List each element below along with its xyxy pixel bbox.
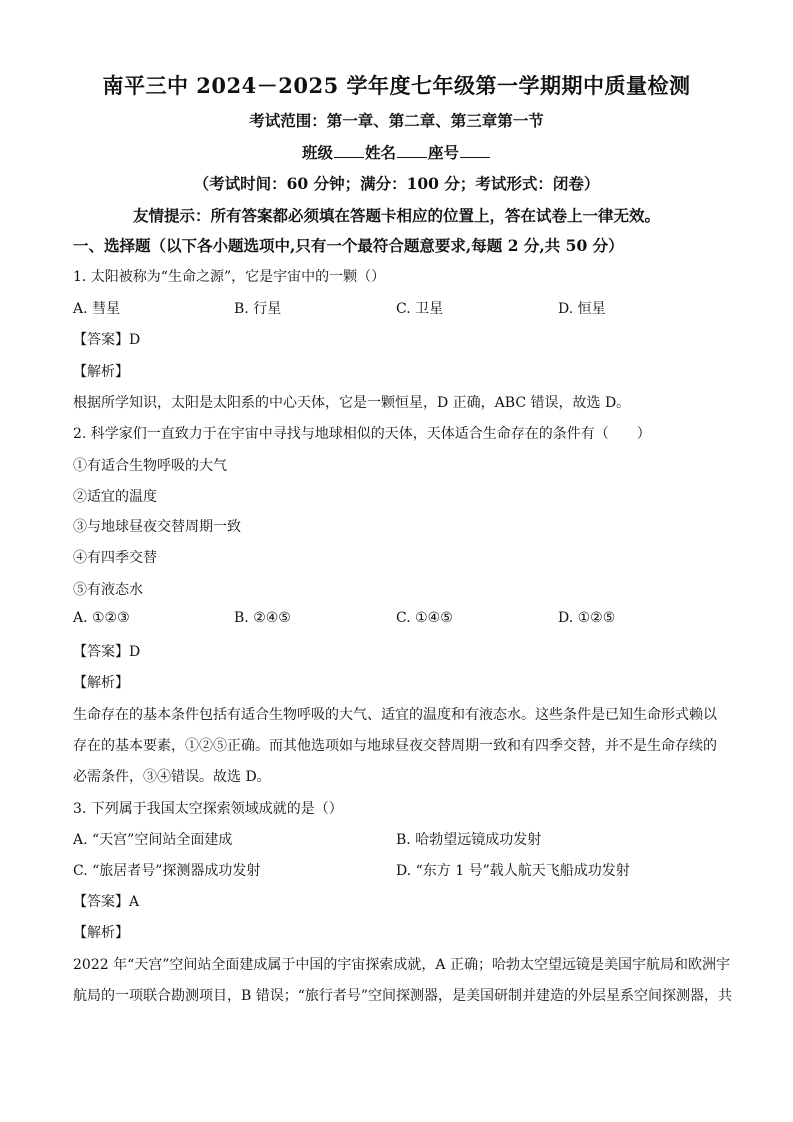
q2-stem: 2. 科学家们一直致力于在宇宙中寻找与地球相似的天体，天体适合生命存在的条件有（ ）	[73, 426, 651, 442]
exam-title: 南平三中 2024－2025 学年度七年级第一学期期中质量检测	[102, 73, 691, 98]
q3-answer: 【答案】A	[73, 894, 140, 910]
seat-blank	[460, 143, 490, 158]
exam-tip: 友情提示：所有答案都必须填在答题卡相应的位置上，答在试卷上一律无效。	[132, 206, 660, 225]
q2-analysis-line: 生命存在的基本条件包括有适合生物呼吸的大气、适宜的温度和有液态水。这些条件是已知生命形式赖以	[73, 707, 717, 723]
class-blank	[334, 143, 364, 158]
q3-option-d: D. “东方 1 号”载人航天飞船成功发射	[396, 863, 630, 879]
q2-item: ⑤有液态水	[73, 582, 143, 598]
q3-option-c: C. “旅居者号”探测器成功发射	[73, 863, 261, 879]
q1-analysis-label: 【解析】	[73, 364, 129, 380]
q1-option-b: B. 行星	[234, 301, 282, 317]
q2-item: ④有四季交替	[73, 550, 157, 566]
q2-option-c: C. ①④⑤	[396, 610, 453, 626]
q1-answer: 【答案】D	[73, 332, 141, 348]
q2-option-a: A. ①②③	[73, 610, 130, 626]
q3-analysis-line: 航局的一项联合勘测项目，B 错误；“旅行者号”空间探测器，是美国研制并建造的外层星系空间探测器，共	[73, 988, 733, 1004]
q2-answer: 【答案】D	[73, 644, 141, 660]
q1-option-a: A. 彗星	[73, 301, 121, 317]
exam-scope: 考试范围：第一章、第二章、第三章第一节	[249, 111, 544, 130]
q2-item: ③与地球昼夜交替周期一致	[73, 519, 241, 535]
q1-stem: 1. 太阳被称为“生命之源”，它是宇宙中的一颗（）	[73, 269, 386, 285]
q1-analysis: 根据所学知识，太阳是太阳系的中心天体，它是一颗恒星，D 正确，ABC 错误，故选 D。	[73, 395, 631, 411]
q2-item: ②适宜的温度	[73, 489, 157, 505]
q2-analysis-label: 【解析】	[73, 675, 129, 691]
q1-option-c: C. 卫星	[396, 301, 444, 317]
q3-option-a: A. “天宫”空间站全面建成	[73, 832, 233, 848]
q2-option-d: D. ①②⑤	[558, 610, 616, 626]
q3-option-b: B. 哈勃望远镜成功发射	[396, 832, 542, 848]
q2-option-b: B. ②④⑤	[234, 610, 291, 626]
seat-label: 座号	[428, 143, 460, 162]
name-label: 姓名	[364, 143, 396, 162]
exam-info: （考试时间：60 分钟；满分：100 分；考试形式：闭卷）	[193, 174, 600, 193]
class-label: 班级	[301, 143, 333, 162]
q3-analysis-line: 2022 年“天宫”空间站全面建成属于中国的宇宙探索成就，A 正确；哈勃太空望远镜是美国宇航局和欧洲宇	[73, 957, 730, 973]
student-info-line	[0, 141, 793, 163]
q2-analysis-line: 存在的基本要素，①②⑤正确。而其他选项如与地球昼夜交替周期一致和有四季交替，并不是生命存续的	[73, 738, 717, 754]
q3-analysis-label: 【解析】	[73, 925, 129, 941]
name-blank	[397, 143, 427, 158]
q1-option-d: D. 恒星	[558, 301, 606, 317]
q2-analysis-line: 必需条件，③④错误。故选 D。	[73, 769, 271, 785]
q2-item: ①有适合生物呼吸的大气	[73, 458, 227, 474]
q3-stem: 3. 下列属于我国太空探索领域成就的是（）	[73, 801, 343, 817]
section-heading: 一、选择题（以下各小题选项中,只有一个最符合题意要求,每题 2 分,共 50 分）	[73, 236, 624, 255]
